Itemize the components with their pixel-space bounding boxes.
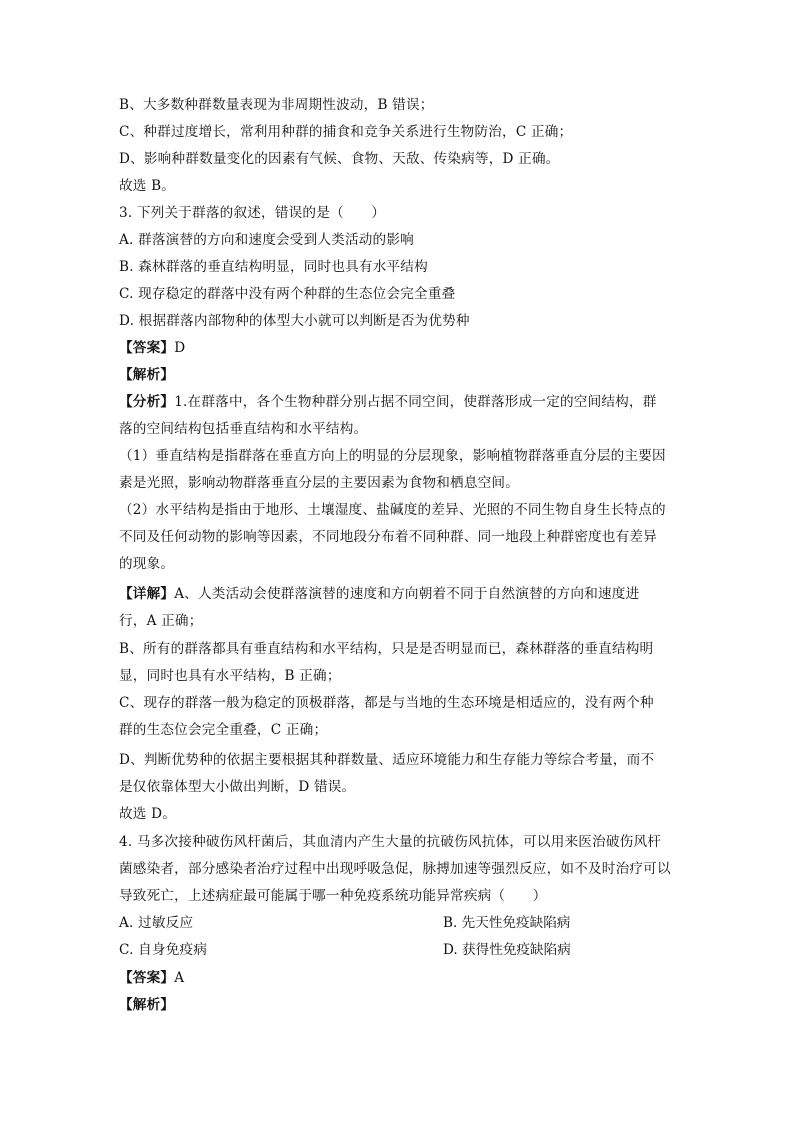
q3-conclusion: 故选 D。 xyxy=(119,806,177,822)
prev-explanation-b: B、大多数种群数量表现为非周期性波动，B 错误； xyxy=(119,97,434,113)
q3-xiangjie-line-1 xyxy=(119,585,639,603)
q4-answer xyxy=(119,969,184,987)
q3-xiangjie-line-2: 行，A 正确； xyxy=(119,613,203,629)
q3-stem: 3. 下列关于群落的叙述，错误的是（ ） xyxy=(119,205,386,221)
q3-fenxi-line-1 xyxy=(119,393,657,411)
q3-xiangjie-line-6: 群的生态位会完全重叠，C 正确； xyxy=(119,722,328,738)
q4-option-b: B. 先天性免疫缺陷病 xyxy=(443,915,571,931)
q3-answer-label: 【答案】 xyxy=(119,340,175,356)
q3-xiangjie-line-7: D、判断优势种的依据主要根据其种群数量、适应环境能力和生存能力等综合考量，而不 xyxy=(119,752,655,768)
q3-fenxi-label: 【分析】 xyxy=(119,394,175,410)
q3-fenxi-line-6: 不同及任何动物的影响等因素，不同地段分布着不同种群、同一地段上种群密度也有差异 xyxy=(119,529,657,545)
q3-option-b: B. 森林群落的垂直结构明显，同时也具有水平结构 xyxy=(119,259,428,275)
q4-stem-line-3: 导致死亡，上述病症最可能属于哪一种免疫系统功能异常疾病（ ） xyxy=(119,888,547,904)
q4-answer-value: A xyxy=(174,970,185,986)
q3-fenxi-line-7: 的现象。 xyxy=(119,556,175,572)
q3-xiangjie-text: A、人类活动会使群落演替的速度和方向朝着不同于自然演替的方向和速度进 xyxy=(174,586,640,602)
q3-option-d: D. 根据群落内部物种的体型大小就可以判断是否为优势种 xyxy=(119,313,470,329)
q3-answer-value: D xyxy=(174,340,186,356)
q3-xiangjie-line-5: C、现存的群落一般为稳定的顶极群落，都是与当地的生态环境是相适应的，没有两个种 xyxy=(119,695,654,711)
q3-fenxi-line-5: （2）水平结构是指由于地形、土壤湿度、盐碱度的差异、光照的不同生物自身生长特点的 xyxy=(119,502,666,518)
q4-option-a: A. 过敏反应 xyxy=(119,915,194,931)
q3-xiangjie-line-8: 是仅依靠体型大小做出判断，D 错误。 xyxy=(119,779,356,795)
q3-xiangjie-line-4: 显，同时也具有水平结构，B 正确； xyxy=(119,668,341,684)
q3-fenxi-line-2: 落的空间结构包括垂直结构和水平结构。 xyxy=(119,421,368,437)
q3-fenxi-line-3: （1）垂直结构是指群落在垂直方向上的明显的分层现象，影响植物群落垂直分层的主要因 xyxy=(119,448,666,464)
q4-stem-line-1: 4. 马多次接种破伤风杆菌后，其血清内产生大量的抗破伤风抗体，可以用来医治破伤风杆 xyxy=(119,834,662,850)
q3-option-c: C. 现存稳定的群落中没有两个种群的生态位会完全重叠 xyxy=(119,286,456,302)
q3-xiangjie-label: 【详解】 xyxy=(119,586,175,602)
q4-option-c: C. 自身免疫病 xyxy=(119,942,208,958)
q3-xiangjie-line-3: B、所有的群落都具有垂直结构和水平结构，只是是否明显而已，森林群落的垂直结构明 xyxy=(119,641,654,657)
prev-conclusion: 故选 B。 xyxy=(119,178,176,194)
q3-fenxi-text: 1.在群落中，各个生物种群分别占据不同空间，使群落形成一定的空间结构，群 xyxy=(174,394,657,410)
q4-analysis-label: 【解析】 xyxy=(119,997,175,1013)
q4-answer-label: 【答案】 xyxy=(119,970,175,986)
q3-analysis-label: 【解析】 xyxy=(119,367,175,383)
q3-fenxi-line-4: 素是光照，影响动物群落垂直分层的主要因素为食物和栖息空间。 xyxy=(119,475,520,491)
prev-explanation-d: D、影响种群数量变化的因素有气候、食物、天敌、传染病等，D 正确。 xyxy=(119,151,560,167)
prev-explanation-c: C、种群过度增长，常利用种群的捕食和竞争关系进行生物防治，C 正确； xyxy=(119,124,573,140)
q3-answer xyxy=(119,339,185,357)
q3-option-a: A. 群落演替的方向和速度会受到人类活动的影响 xyxy=(119,232,414,248)
q4-option-d: D. 获得性免疫缺陷病 xyxy=(443,942,571,958)
q4-stem-line-2: 菌感染者，部分感染者治疗过程中出现呼吸急促，脉搏加速等强烈反应，如不及时治疗可以 xyxy=(119,861,671,877)
